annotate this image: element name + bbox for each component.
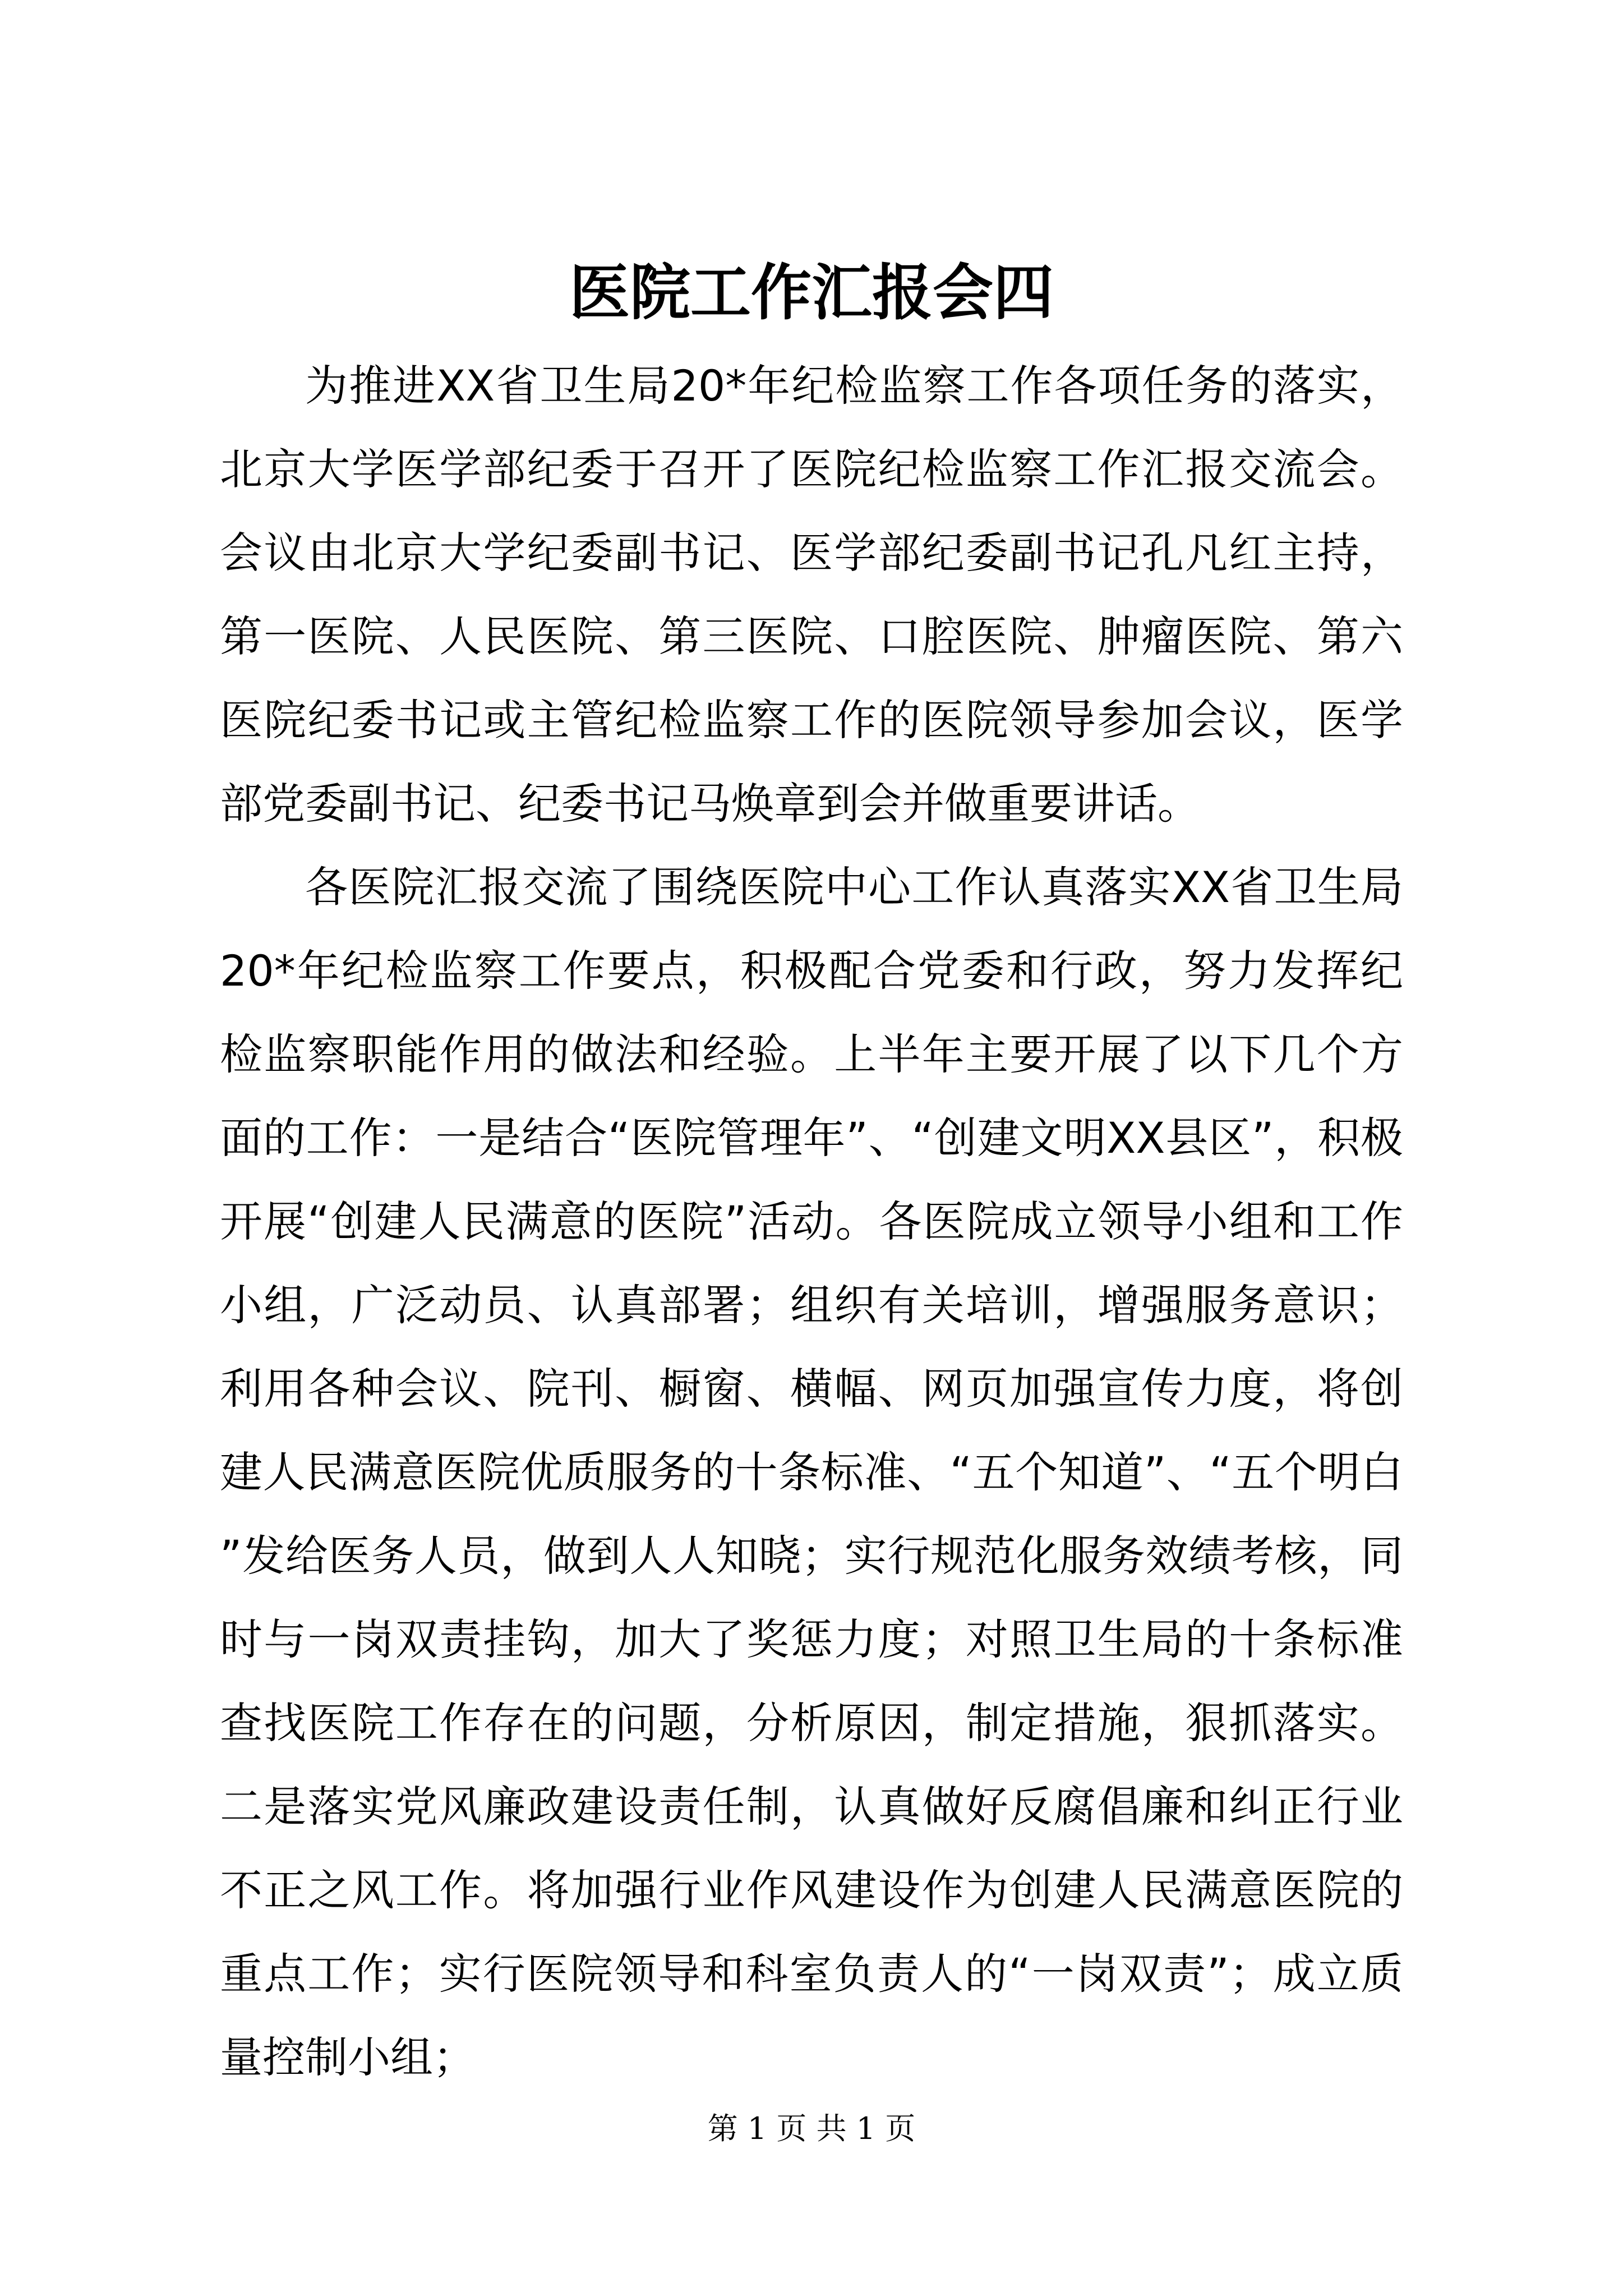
paragraph-1: 为推进XX省卫生局20*年纪检监察工作各项任务的落实，北京大学医学部纪委于召开了医院纪检监察工作汇报交流会。会议由北京大学纪委副书记、医学部纪委副书记孔凡红主持，第一医院、人民医院、第三医院、口腔医院、肿瘤医院、第六医院纪委书记或主管纪检监察工作的医院领导参加会议，医学部党委副书记、纪委书记马焕章到会并做重要讲话。 — [220, 361, 1403, 829]
document-body — [220, 344, 1403, 2099]
document-title: 医院工作汇报会四 — [569, 257, 1054, 328]
paragraph-2: 各医院汇报交流了围绕医院中心工作认真落实XX省卫生局20*年纪检监察工作要点，积极配合党委和行政，努力发挥纪检监察职能作用的做法和经验。上半年主要开展了以下几个方面的工作：一是结合“医院管理年”、“创建文明XX县区”，积极开展“创建人民满意的医院”活动。各医院成立领导小组和工作小组，广泛动员、认真部署；组织有关培训，增强服务意识；利用各种会议、院刊、橱窗、横幅、网页加强宣传力度，将创建人民满意医院优质服务的十条标准、“五个知道”、“五个明白”发给医务人员，做到人人知晓；实行规范化服务效绩考核，同时与一岗双责挂钩，加大了奖惩力度；对照卫生局的十条标准查找医院工作存在的问题，分析原因，制定措施，狠抓落实。二是落实党风廉政建设责任制，认真做好反腐倡廉和纠正行业不正之风工作。将加强行业作风建设作为创建人民满意医院的重点工作；实行医院领导和科室负责人的“一岗双责”；成立质量控制小组； — [220, 862, 1403, 2082]
page-footer: 第 1 页 共 1 页 — [707, 2111, 916, 2146]
